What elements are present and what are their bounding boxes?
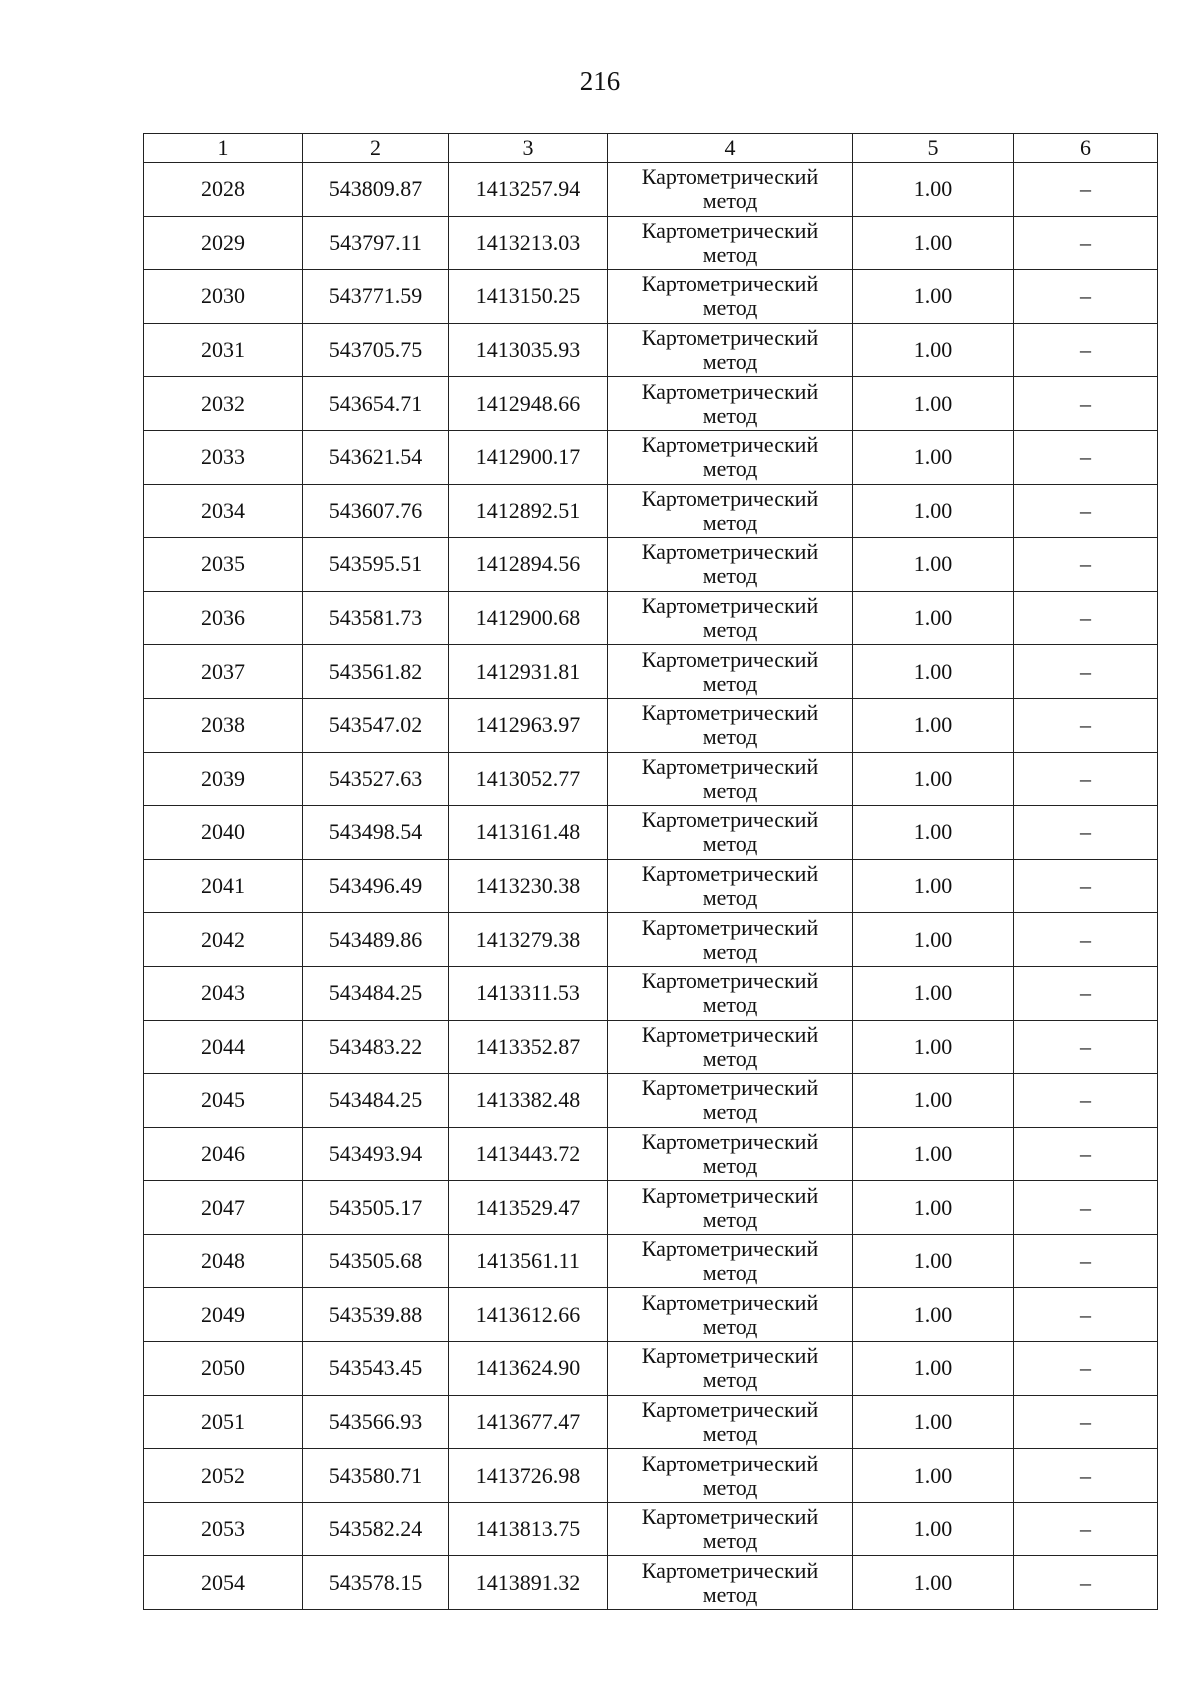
y-coordinate-cell: 1413529.47 [449, 1181, 608, 1235]
y-coordinate-cell: 1413035.93 [449, 323, 608, 377]
method-line-1: Картометрический [641, 807, 819, 833]
method-line-2: метод [702, 188, 758, 214]
method-line-2: метод [702, 992, 758, 1018]
accuracy-cell: 1.00 [853, 645, 1014, 699]
method-line-1: Картометрический [641, 539, 819, 565]
description-cell: – [1014, 1234, 1158, 1288]
method-line-2: метод [702, 241, 758, 267]
description-cell: – [1014, 1181, 1158, 1235]
y-coordinate-cell: 1413726.98 [449, 1449, 608, 1503]
method-line-1: Картометрический [641, 325, 819, 351]
method-line-2: метод [702, 831, 758, 857]
method-cell [608, 163, 853, 217]
method-cell [608, 1395, 853, 1449]
x-coordinate-cell: 543797.11 [303, 216, 449, 270]
method-cell [608, 698, 853, 752]
description-cell: – [1014, 752, 1158, 806]
method-line-1: Картометрический [641, 1182, 819, 1208]
method-line-2: метод [702, 402, 758, 428]
point-number-cell: 2040 [144, 806, 303, 860]
method-cell [608, 591, 853, 645]
method-line-2: метод [702, 1367, 758, 1393]
method-line-2: метод [702, 295, 758, 321]
point-number-cell: 2029 [144, 216, 303, 270]
point-number-cell: 2042 [144, 913, 303, 967]
method-line-1: Картометрический [641, 1128, 819, 1154]
x-coordinate-cell: 543496.49 [303, 859, 449, 913]
method-cell [608, 645, 853, 699]
accuracy-cell: 1.00 [853, 752, 1014, 806]
method-line-1: Картометрический [641, 1075, 819, 1101]
method-line-1: Картометрический [641, 1450, 819, 1476]
x-coordinate-cell: 543621.54 [303, 430, 449, 484]
y-coordinate-cell: 1413257.94 [449, 163, 608, 217]
method-line-1: Картометрический [641, 753, 819, 779]
method-line-2: метод [702, 349, 758, 375]
description-cell: – [1014, 538, 1158, 592]
method-cell [608, 323, 853, 377]
description-cell: – [1014, 1556, 1158, 1610]
y-coordinate-cell: 1413311.53 [449, 966, 608, 1020]
y-coordinate-cell: 1412963.97 [449, 698, 608, 752]
description-cell: – [1014, 698, 1158, 752]
description-cell: – [1014, 216, 1158, 270]
x-coordinate-cell: 543581.73 [303, 591, 449, 645]
method-cell [608, 966, 853, 1020]
table-row [144, 430, 1158, 484]
point-number-cell: 2052 [144, 1449, 303, 1503]
column-header-3: 3 [449, 134, 608, 163]
description-cell: – [1014, 430, 1158, 484]
method-line-1: Картометрический [641, 1504, 819, 1530]
table-row [144, 1395, 1158, 1449]
x-coordinate-cell: 543483.22 [303, 1020, 449, 1074]
method-cell [608, 1020, 853, 1074]
header-row [144, 134, 1158, 163]
method-line-1: Картометрический [641, 164, 819, 190]
y-coordinate-cell: 1413561.11 [449, 1234, 608, 1288]
description-cell: – [1014, 1342, 1158, 1396]
y-coordinate-cell: 1412931.81 [449, 645, 608, 699]
point-number-cell: 2033 [144, 430, 303, 484]
x-coordinate-cell: 543505.17 [303, 1181, 449, 1235]
column-header-1: 1 [144, 134, 303, 163]
method-cell [608, 1181, 853, 1235]
x-coordinate-cell: 543539.88 [303, 1288, 449, 1342]
y-coordinate-cell: 1412892.51 [449, 484, 608, 538]
table-row [144, 1556, 1158, 1610]
method-line-2: метод [702, 1528, 758, 1554]
table-row [144, 270, 1158, 324]
point-number-cell: 2053 [144, 1502, 303, 1556]
method-line-2: метод [702, 1313, 758, 1339]
y-coordinate-cell: 1412900.17 [449, 430, 608, 484]
method-line-2: метод [702, 724, 758, 750]
x-coordinate-cell: 543595.51 [303, 538, 449, 592]
y-coordinate-cell: 1413891.32 [449, 1556, 608, 1610]
table-row [144, 1288, 1158, 1342]
y-coordinate-cell: 1413612.66 [449, 1288, 608, 1342]
method-cell [608, 377, 853, 431]
method-line-2: метод [702, 1474, 758, 1500]
table-row [144, 1020, 1158, 1074]
y-coordinate-cell: 1412948.66 [449, 377, 608, 431]
table-row [144, 484, 1158, 538]
method-line-1: Картометрический [641, 1396, 819, 1422]
accuracy-cell: 1.00 [853, 913, 1014, 967]
x-coordinate-cell: 543484.25 [303, 1074, 449, 1128]
table-row [144, 1449, 1158, 1503]
method-line-1: Картометрический [641, 217, 819, 243]
method-line-1: Картометрический [641, 914, 819, 940]
table-row [144, 1502, 1158, 1556]
table-row [144, 591, 1158, 645]
y-coordinate-cell: 1413161.48 [449, 806, 608, 860]
column-header-4: 4 [608, 134, 853, 163]
accuracy-cell: 1.00 [853, 1074, 1014, 1128]
method-line-1: Картометрический [641, 1236, 819, 1262]
description-cell: – [1014, 1288, 1158, 1342]
method-line-2: метод [702, 938, 758, 964]
point-number-cell: 2041 [144, 859, 303, 913]
table-row [144, 323, 1158, 377]
x-coordinate-cell: 543543.45 [303, 1342, 449, 1396]
point-number-cell: 2043 [144, 966, 303, 1020]
accuracy-cell: 1.00 [853, 1342, 1014, 1396]
method-cell [608, 430, 853, 484]
method-line-1: Картометрический [641, 1289, 819, 1315]
table-row [144, 1342, 1158, 1396]
y-coordinate-cell: 1413150.25 [449, 270, 608, 324]
accuracy-cell: 1.00 [853, 163, 1014, 217]
y-coordinate-cell: 1412894.56 [449, 538, 608, 592]
x-coordinate-cell: 543489.86 [303, 913, 449, 967]
description-cell: – [1014, 645, 1158, 699]
method-line-1: Картометрический [641, 1343, 819, 1369]
method-line-1: Картометрический [641, 646, 819, 672]
method-cell [608, 1502, 853, 1556]
y-coordinate-cell: 1413382.48 [449, 1074, 608, 1128]
point-number-cell: 2036 [144, 591, 303, 645]
method-cell [608, 1342, 853, 1396]
x-coordinate-cell: 543561.82 [303, 645, 449, 699]
y-coordinate-cell: 1413279.38 [449, 913, 608, 967]
point-number-cell: 2047 [144, 1181, 303, 1235]
table-row [144, 752, 1158, 806]
description-cell: – [1014, 591, 1158, 645]
description-cell: – [1014, 484, 1158, 538]
table-row [144, 216, 1158, 270]
point-number-cell: 2054 [144, 1556, 303, 1610]
accuracy-cell: 1.00 [853, 270, 1014, 324]
y-coordinate-cell: 1413052.77 [449, 752, 608, 806]
method-cell [608, 1449, 853, 1503]
accuracy-cell: 1.00 [853, 1127, 1014, 1181]
accuracy-cell: 1.00 [853, 1288, 1014, 1342]
method-cell [608, 806, 853, 860]
table-row [144, 645, 1158, 699]
accuracy-cell: 1.00 [853, 377, 1014, 431]
method-line-2: метод [702, 1206, 758, 1232]
x-coordinate-cell: 543580.71 [303, 1449, 449, 1503]
accuracy-cell: 1.00 [853, 323, 1014, 377]
accuracy-cell: 1.00 [853, 1449, 1014, 1503]
description-cell: – [1014, 1074, 1158, 1128]
description-cell: – [1014, 323, 1158, 377]
x-coordinate-cell: 543484.25 [303, 966, 449, 1020]
accuracy-cell: 1.00 [853, 806, 1014, 860]
x-coordinate-cell: 543705.75 [303, 323, 449, 377]
method-line-1: Картометрический [641, 968, 819, 994]
point-number-cell: 2039 [144, 752, 303, 806]
method-line-2: метод [702, 885, 758, 911]
x-coordinate-cell: 543547.02 [303, 698, 449, 752]
point-number-cell: 2038 [144, 698, 303, 752]
page-number: 216 [579, 66, 621, 96]
accuracy-cell: 1.00 [853, 1502, 1014, 1556]
description-cell: – [1014, 859, 1158, 913]
accuracy-cell: 1.00 [853, 859, 1014, 913]
table-body [144, 163, 1158, 1610]
description-cell: – [1014, 806, 1158, 860]
table-row [144, 1234, 1158, 1288]
point-number-cell: 2031 [144, 323, 303, 377]
point-number-cell: 2046 [144, 1127, 303, 1181]
method-line-2: метод [702, 563, 758, 589]
method-line-2: метод [702, 1581, 758, 1607]
accuracy-cell: 1.00 [853, 538, 1014, 592]
table-row [144, 163, 1158, 217]
accuracy-cell: 1.00 [853, 484, 1014, 538]
method-line-1: Картометрический [641, 378, 819, 404]
column-header-2: 2 [303, 134, 449, 163]
x-coordinate-cell: 543527.63 [303, 752, 449, 806]
method-line-1: Картометрический [641, 593, 819, 619]
method-cell [608, 1074, 853, 1128]
point-number-cell: 2037 [144, 645, 303, 699]
point-number-cell: 2028 [144, 163, 303, 217]
method-line-2: метод [702, 617, 758, 643]
method-line-1: Картометрический [641, 1557, 819, 1583]
accuracy-cell: 1.00 [853, 966, 1014, 1020]
description-cell: – [1014, 163, 1158, 217]
table-row [144, 1181, 1158, 1235]
accuracy-cell: 1.00 [853, 1395, 1014, 1449]
x-coordinate-cell: 543809.87 [303, 163, 449, 217]
method-line-1: Картометрический [641, 485, 819, 511]
method-line-2: метод [702, 1420, 758, 1446]
accuracy-cell: 1.00 [853, 591, 1014, 645]
method-line-2: метод [702, 777, 758, 803]
method-line-1: Картометрический [641, 700, 819, 726]
y-coordinate-cell: 1413443.72 [449, 1127, 608, 1181]
point-number-cell: 2048 [144, 1234, 303, 1288]
table-row [144, 538, 1158, 592]
method-line-2: метод [702, 670, 758, 696]
point-number-cell: 2030 [144, 270, 303, 324]
table-row [144, 966, 1158, 1020]
column-header-6: 6 [1014, 134, 1158, 163]
method-line-2: метод [702, 509, 758, 535]
y-coordinate-cell: 1413213.03 [449, 216, 608, 270]
point-number-cell: 2050 [144, 1342, 303, 1396]
accuracy-cell: 1.00 [853, 698, 1014, 752]
x-coordinate-cell: 543607.76 [303, 484, 449, 538]
table-row [144, 377, 1158, 431]
method-cell [608, 1556, 853, 1610]
x-coordinate-cell: 543578.15 [303, 1556, 449, 1610]
accuracy-cell: 1.00 [853, 1234, 1014, 1288]
description-cell: – [1014, 1449, 1158, 1503]
method-line-1: Картометрический [641, 271, 819, 297]
method-line-2: метод [702, 1260, 758, 1286]
description-cell: – [1014, 966, 1158, 1020]
table-row [144, 698, 1158, 752]
description-cell: – [1014, 1395, 1158, 1449]
y-coordinate-cell: 1412900.68 [449, 591, 608, 645]
accuracy-cell: 1.00 [853, 1556, 1014, 1610]
table-row [144, 1074, 1158, 1128]
x-coordinate-cell: 543493.94 [303, 1127, 449, 1181]
method-cell [608, 913, 853, 967]
accuracy-cell: 1.00 [853, 1020, 1014, 1074]
table-row [144, 913, 1158, 967]
method-cell [608, 538, 853, 592]
point-number-cell: 2051 [144, 1395, 303, 1449]
x-coordinate-cell: 543498.54 [303, 806, 449, 860]
column-header-5: 5 [853, 134, 1014, 163]
x-coordinate-cell: 543566.93 [303, 1395, 449, 1449]
description-cell: – [1014, 1502, 1158, 1556]
method-line-2: метод [702, 1152, 758, 1178]
point-number-cell: 2049 [144, 1288, 303, 1342]
accuracy-cell: 1.00 [853, 430, 1014, 484]
method-cell [608, 270, 853, 324]
point-number-cell: 2044 [144, 1020, 303, 1074]
coordinates-table [143, 133, 1158, 1610]
method-line-1: Картометрический [641, 432, 819, 458]
y-coordinate-cell: 1413352.87 [449, 1020, 608, 1074]
accuracy-cell: 1.00 [853, 1181, 1014, 1235]
method-cell [608, 484, 853, 538]
method-line-1: Картометрический [641, 861, 819, 887]
method-cell [608, 216, 853, 270]
method-cell [608, 1288, 853, 1342]
method-line-2: метод [702, 456, 758, 482]
point-number-cell: 2045 [144, 1074, 303, 1128]
table-header [144, 134, 1158, 163]
y-coordinate-cell: 1413813.75 [449, 1502, 608, 1556]
x-coordinate-cell: 543505.68 [303, 1234, 449, 1288]
description-cell: – [1014, 1127, 1158, 1181]
y-coordinate-cell: 1413230.38 [449, 859, 608, 913]
x-coordinate-cell: 543582.24 [303, 1502, 449, 1556]
table-row [144, 806, 1158, 860]
method-line-2: метод [702, 1045, 758, 1071]
point-number-cell: 2032 [144, 377, 303, 431]
method-cell [608, 1127, 853, 1181]
table-row [144, 859, 1158, 913]
description-cell: – [1014, 270, 1158, 324]
description-cell: – [1014, 913, 1158, 967]
method-cell [608, 1234, 853, 1288]
x-coordinate-cell: 543771.59 [303, 270, 449, 324]
method-line-1: Картометрический [641, 1021, 819, 1047]
point-number-cell: 2035 [144, 538, 303, 592]
method-line-2: метод [702, 1099, 758, 1125]
point-number-cell: 2034 [144, 484, 303, 538]
y-coordinate-cell: 1413624.90 [449, 1342, 608, 1396]
y-coordinate-cell: 1413677.47 [449, 1395, 608, 1449]
description-cell: – [1014, 1020, 1158, 1074]
description-cell: – [1014, 377, 1158, 431]
x-coordinate-cell: 543654.71 [303, 377, 449, 431]
accuracy-cell: 1.00 [853, 216, 1014, 270]
method-cell [608, 752, 853, 806]
method-cell [608, 859, 853, 913]
table-row [144, 1127, 1158, 1181]
